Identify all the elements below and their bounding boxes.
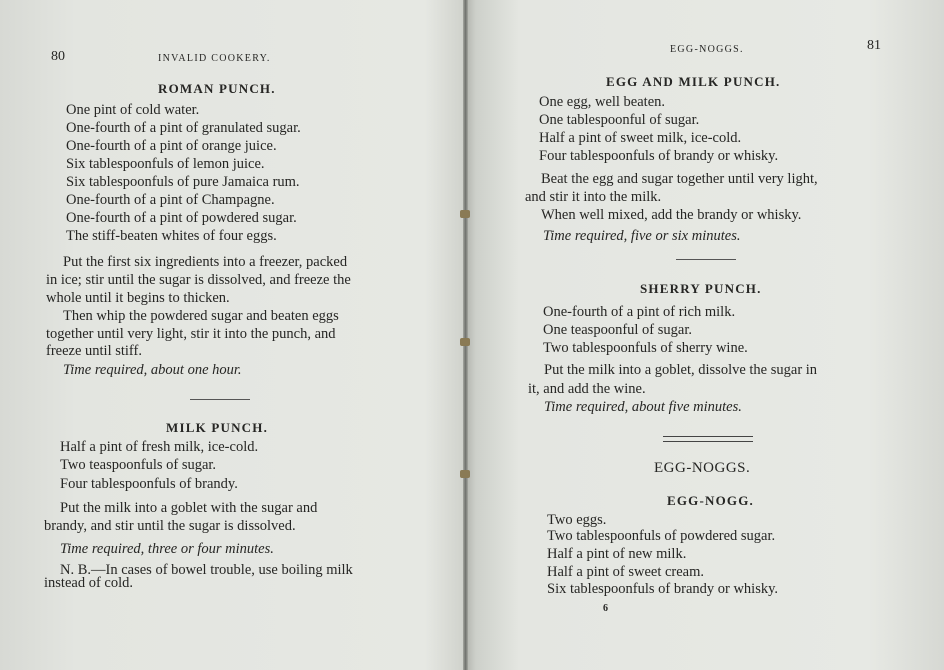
ingredient-line: One-fourth of a pint of granulated sugar. (66, 120, 301, 136)
section-rule (190, 399, 250, 400)
recipe-title: EGG AND MILK PUNCH. (606, 74, 781, 89)
page-number: 81 (867, 38, 881, 53)
direction-line: it, and add the wine. (528, 381, 646, 397)
ingredient-line: Six tablespoonfuls of lemon juice. (66, 156, 265, 172)
ingredient-line: Two eggs. (547, 512, 607, 528)
ingredient-line: One-fourth of a pint of powdered sugar. (66, 210, 297, 226)
direction-line: and stir it into the milk. (525, 189, 662, 205)
ingredient-line: Four tablespoonfuls of brandy or whisky. (539, 148, 779, 164)
recipe-title: SHERRY PUNCH. (640, 281, 762, 296)
ingredient-line: One-fourth of a pint of rich milk. (543, 304, 736, 320)
direction-line: Put the first six ingredients into a freezer, packed (63, 254, 348, 270)
ingredient-line: One teaspoonful of sugar. (543, 322, 692, 338)
signature-mark: 6 (603, 603, 608, 614)
right-page (468, 0, 944, 670)
note-line: instead of cold. (44, 575, 133, 591)
running-head: EGG-NOGGS. (670, 44, 744, 55)
time-required: Time required, five or six minutes. (543, 228, 741, 244)
ingredient-line: One egg, well beaten. (539, 94, 666, 110)
note-line: N. B.—In cases of bowel trouble, use boiling milk (60, 562, 353, 578)
ingredient-line: Half a pint of new milk. (547, 546, 687, 562)
direction-line: When well mixed, add the brandy or whisky. (541, 207, 802, 223)
ingredient-line: Two teaspoonfuls of sugar. (60, 457, 217, 473)
direction-line: brandy, and stir until the sugar is dissolved. (44, 518, 296, 534)
ingredient-line: Four tablespoonfuls of brandy. (60, 476, 238, 492)
running-head: INVALID COOKERY. (158, 53, 271, 64)
direction-line: whole until it begins to thicken. (46, 290, 230, 306)
recipe-title: ROMAN PUNCH. (158, 81, 276, 96)
direction-line: Then whip the powdered sugar and beaten eggs (63, 308, 339, 324)
ingredient-line: Half a pint of sweet milk, ice-cold. (539, 130, 742, 146)
page-number: 80 (51, 49, 65, 64)
ingredient-line: Half a pint of fresh milk, ice-cold. (60, 439, 259, 455)
direction-line: freeze until stiff. (46, 343, 142, 359)
direction-line: Put the milk into a goblet with the sugar and (60, 500, 318, 516)
direction-line: in ice; stir until the sugar is dissolved, and freeze the (46, 272, 351, 288)
ingredient-line: One tablespoonful of sugar. (539, 112, 700, 128)
direction-line: together until very light, stir it into the punch, and (46, 326, 336, 342)
direction-line: Put the milk into a goblet, dissolve the sugar in (544, 362, 818, 378)
recipe-title: MILK PUNCH. (166, 420, 269, 435)
time-required: Time required, three or four minutes. (60, 541, 274, 557)
ingredient-line: Six tablespoonfuls of brandy or whisky. (547, 581, 779, 597)
ingredient-line: One-fourth of a pint of orange juice. (66, 138, 277, 154)
section-rule (676, 259, 736, 260)
left-page (0, 0, 465, 670)
ingredient-line: Six tablespoonfuls of pure Jamaica rum. (66, 174, 300, 190)
direction-line: Beat the egg and sugar together until very light, (541, 171, 818, 187)
ingredient-line: Half a pint of sweet cream. (547, 564, 705, 580)
recipe-title: EGG-NOGG. (667, 493, 754, 508)
section-title: EGG-NOGGS. (654, 460, 751, 476)
time-required: Time required, about five minutes. (544, 399, 742, 415)
ingredient-line: One-fourth of a pint of Champagne. (66, 192, 275, 208)
ingredient-line: The stiff-beaten whites of four eggs. (66, 228, 277, 244)
time-required: Time required, about one hour. (63, 362, 242, 378)
ingredient-line: One pint of cold water. (66, 102, 200, 118)
ingredient-line: Two tablespoonfuls of sherry wine. (543, 340, 748, 356)
ingredient-line: Two tablespoonfuls of powdered sugar. (547, 528, 776, 544)
section-double-rule (663, 436, 753, 442)
